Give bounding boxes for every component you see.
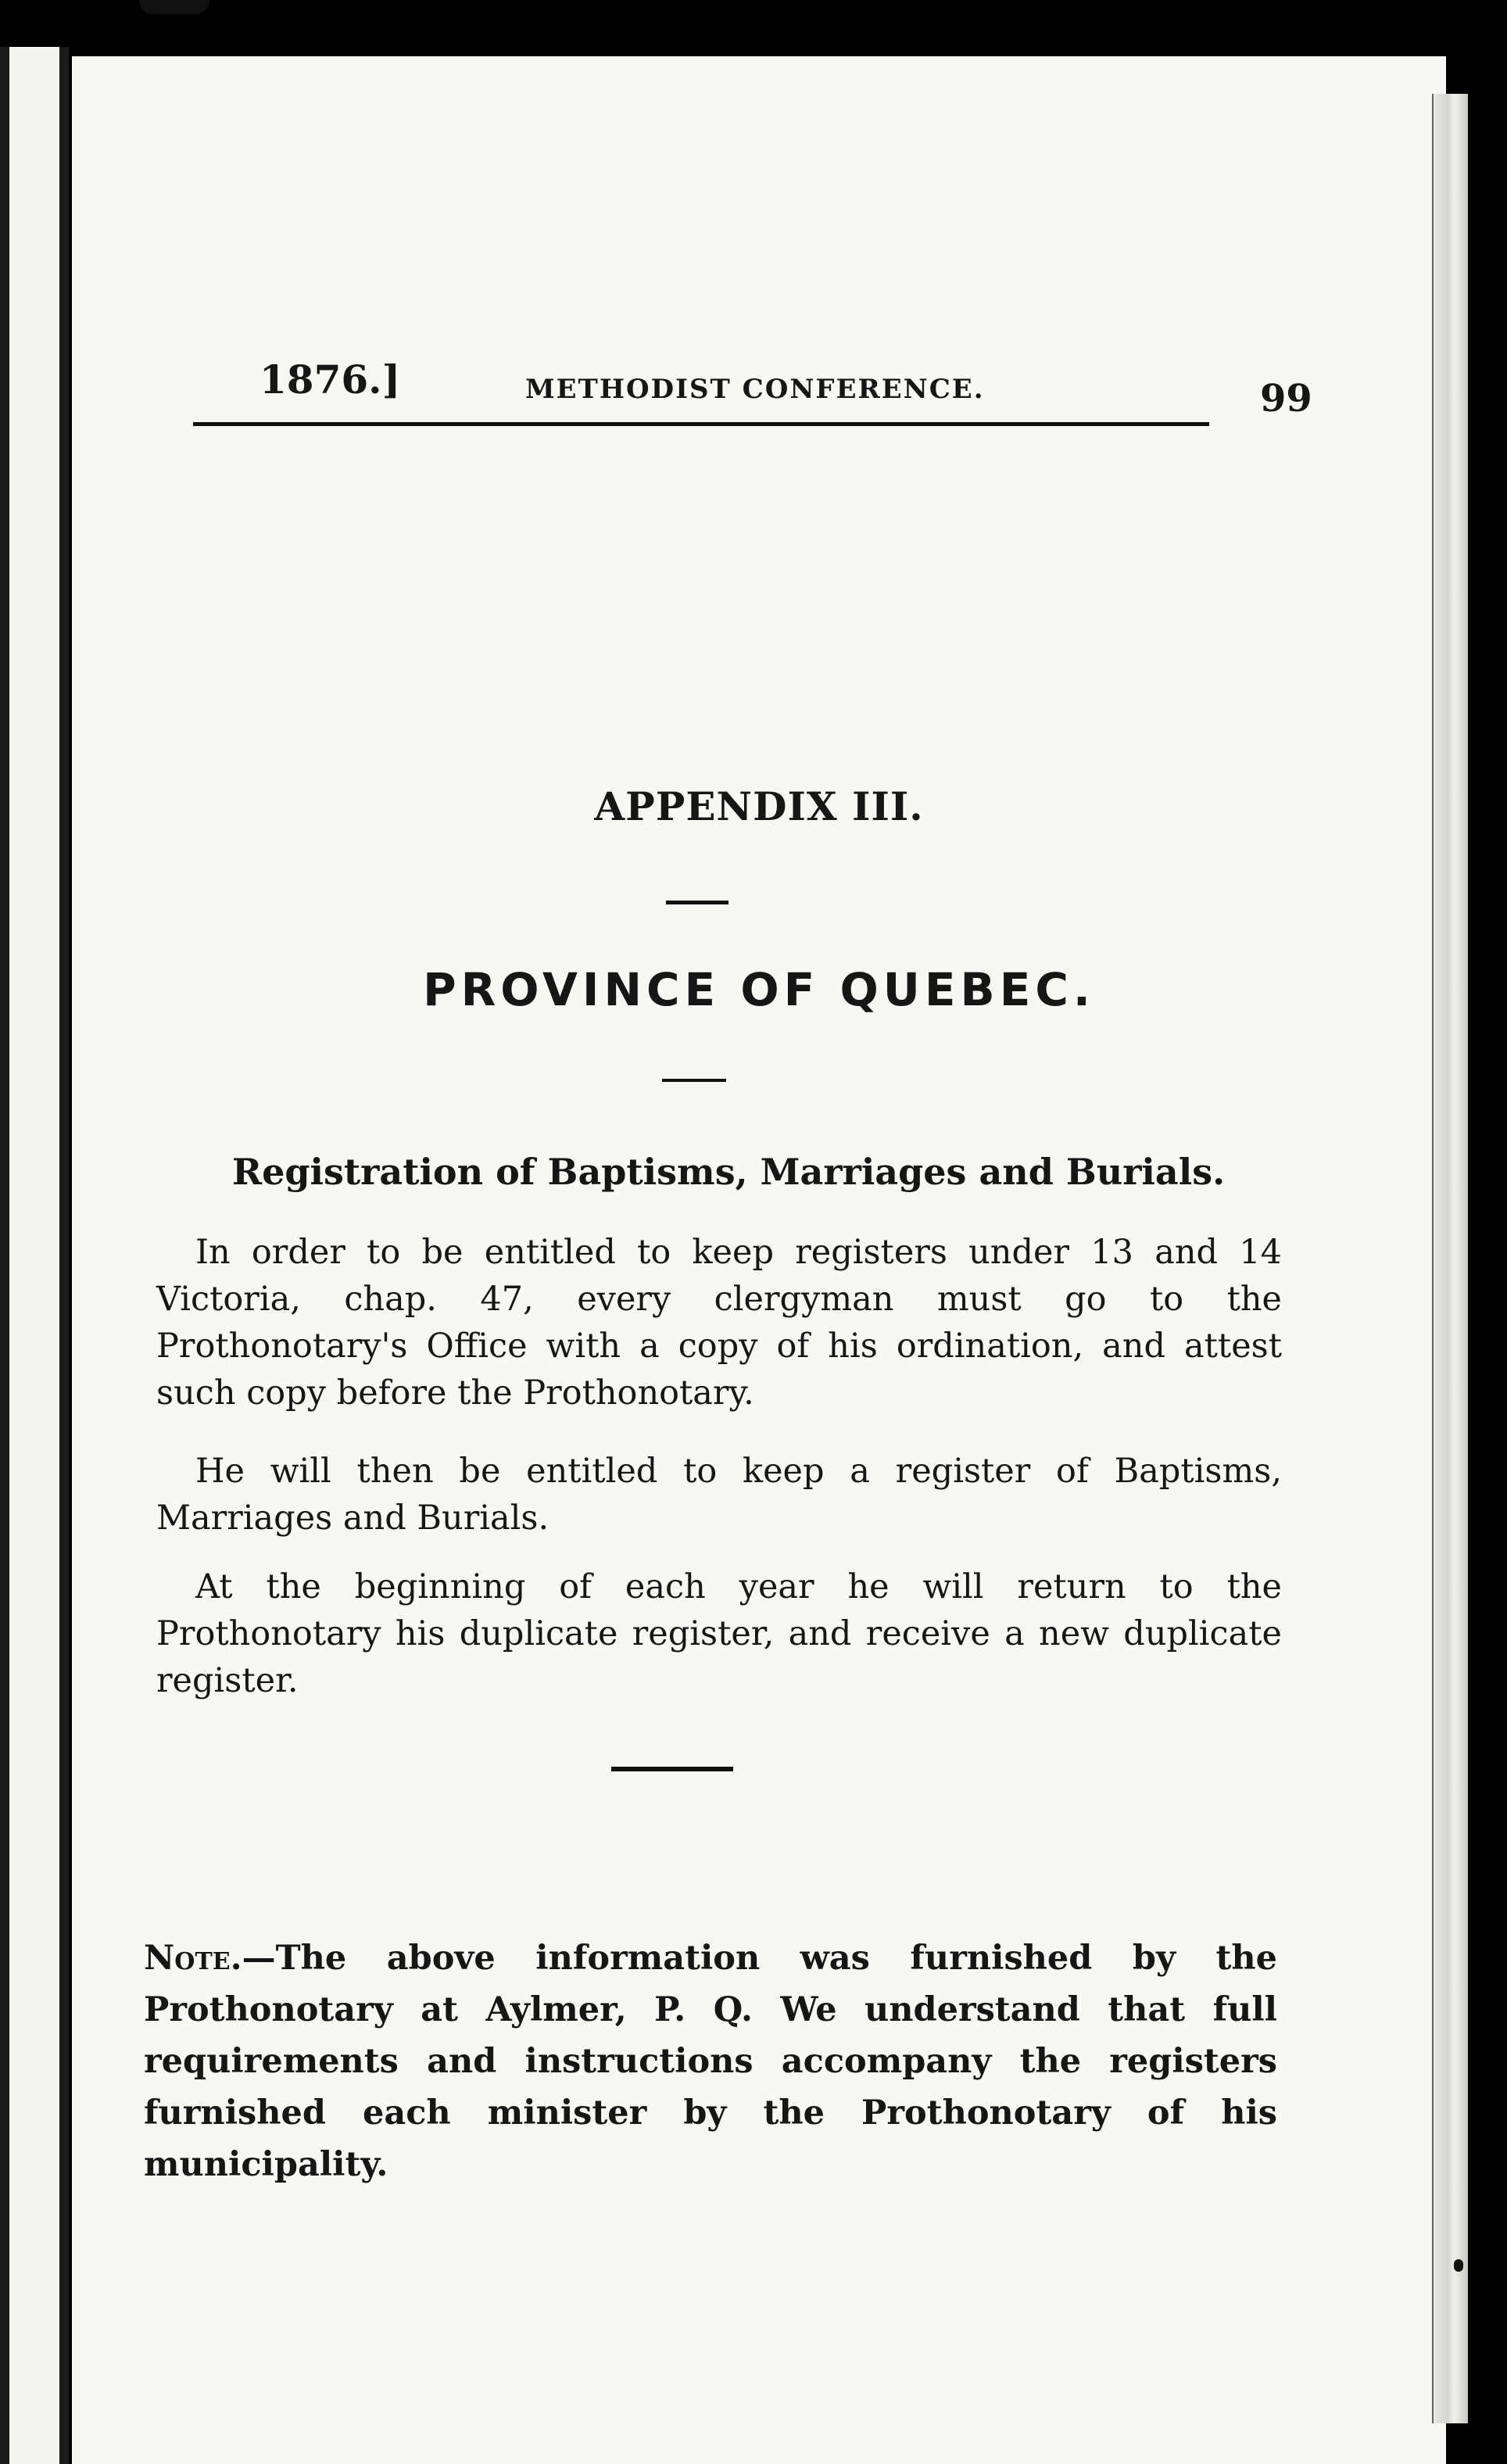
running-head: [189, 291, 1312, 421]
province-title: PROVINCE OF QUEBEC.: [423, 963, 1095, 1016]
section-divider: [611, 1767, 733, 1771]
book-page: [72, 56, 1446, 2464]
scan-artifact: [139, 0, 209, 14]
note-paragraph: [144, 1932, 1277, 2190]
page-number: 99: [1260, 377, 1312, 421]
note-text: —The above information was furnished by the Prothonotary at Aylmer, P. Q. We understand that full requirements and instructions accompany the registers furnished each minister by the Prothonotary of his municipality.: [144, 1939, 1277, 2184]
section-heading: Registration of Baptisms, Marriages and Burials.: [231, 1151, 1226, 1193]
running-head-year: 1876.]: [260, 356, 401, 403]
page-stack-edge: [1432, 94, 1468, 2423]
previous-page-strip: [9, 47, 59, 2464]
title-divider-1: [666, 901, 728, 904]
paragraph-3: At the beginning of each year he will return to the Prothonotary his duplicate register, and receive a new duplicate register.: [156, 1567, 1282, 1700]
scan-artifact: [1454, 2259, 1463, 2272]
header-rule: [193, 422, 1209, 426]
note-label: Note.: [144, 1939, 242, 1978]
paragraph-1: In order to be entitled to keep registers under 13 and 14 Victoria, chap. 47, every clergyman must go to the Prothonotary's Office with a copy of his ordination, and attest such copy before the Prothonotary.: [156, 1233, 1282, 1413]
running-head-title: METHODIST CONFERENCE.: [525, 374, 985, 405]
paragraph-2: He will then be entitled to keep a register of Baptisms, Marriages and Burials.: [156, 1452, 1282, 1538]
appendix-title: APPENDIX III.: [594, 783, 924, 829]
title-divider-2: [662, 1079, 726, 1082]
